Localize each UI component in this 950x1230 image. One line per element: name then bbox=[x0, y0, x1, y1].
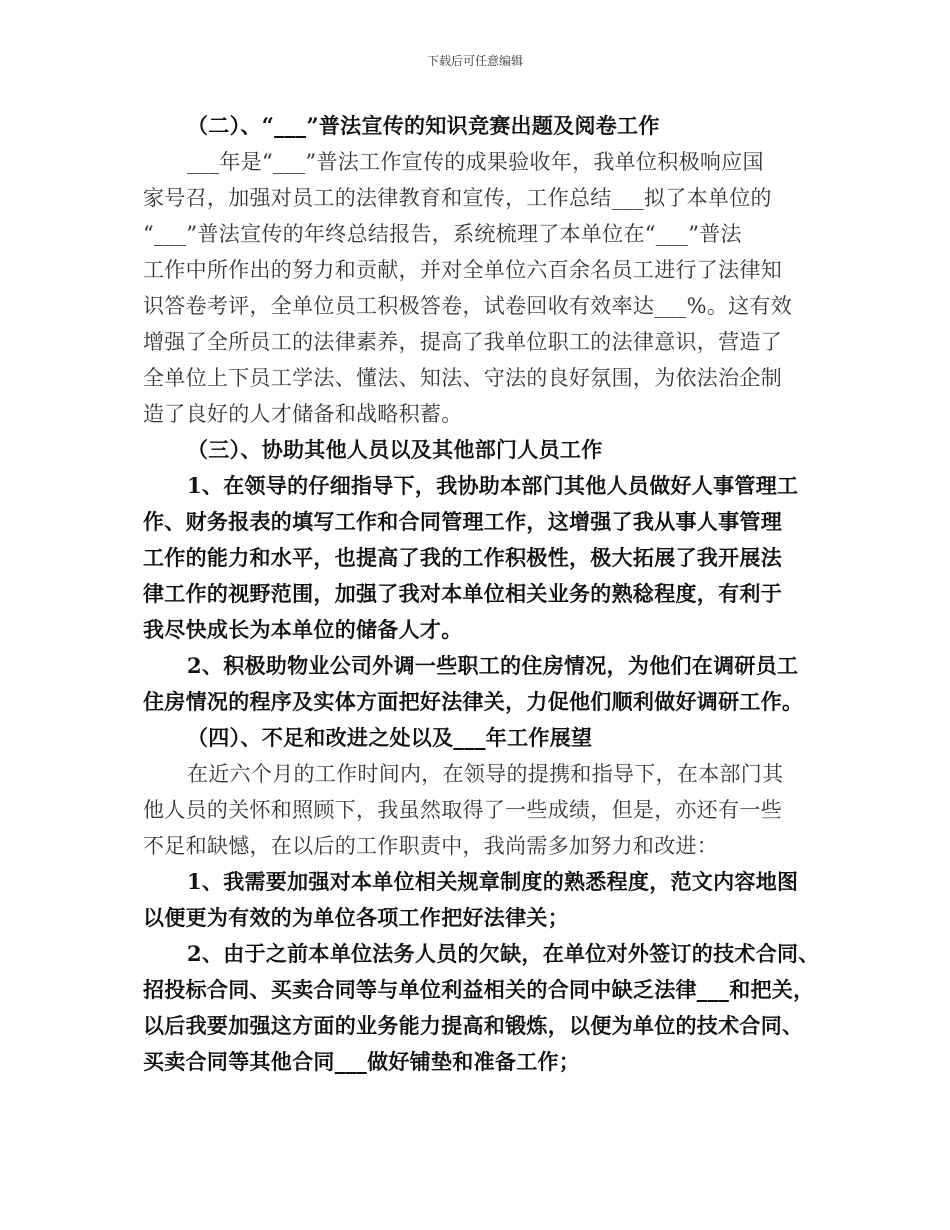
text-line: 1、我需要加强对本单位相关规章制度的熟悉程度，范文内容地图 bbox=[187, 869, 799, 894]
text-line: 工作中所作出的努力和贡献，并对全单位六百余名员工进行了法律知 bbox=[143, 258, 782, 282]
text-line: 以便更为有效的为单位各项工作把好法律关； bbox=[143, 905, 569, 930]
text-line: 不足和缺憾，在以后的工作职责中，我尚需多加努力和改进： bbox=[143, 834, 719, 858]
section-sec4-item1 bbox=[143, 864, 813, 936]
section-sec2-para bbox=[143, 144, 813, 432]
text-line: ___年是“___”普法工作宣传的成果验收年，我单位积极响应国 bbox=[187, 150, 764, 174]
section-sec4-item2 bbox=[143, 936, 820, 1080]
header-note: 下载后可任意编辑 bbox=[426, 54, 523, 68]
section-heading: （二）、“___”普法宣传的知识竞赛出题及阅卷工作 bbox=[187, 113, 660, 138]
text-line: 在近六个月的工作时间内，在领导的提携和指导下，在本部门其 bbox=[187, 762, 784, 786]
text-line: 买卖合同等其他合同___做好铺垫和准备工作； bbox=[143, 1049, 581, 1074]
text-line: 住房情况的程序及实体方面把好法律关，力促他们顺利做好调研工作。 bbox=[143, 689, 804, 714]
text-line: 作、财务报表的填写工作和合同管理工作，这增强了我从事人事管理 bbox=[143, 509, 782, 534]
text-line: 2、由于之前本单位法务人员的欠缺，在单位对外签订的技术合同、 bbox=[187, 941, 820, 966]
text-line: 以后我要加强这方面的业务能力提高和锻炼，以便为单位的技术合同、 bbox=[143, 1013, 804, 1038]
section-sec4 bbox=[143, 720, 813, 756]
section-heading: （四）、不足和改进之处以及___年工作展望 bbox=[187, 725, 593, 750]
text-line: 1、在领导的仔细指导下，我协助本部门其他人员做好人事管理工 bbox=[187, 473, 799, 498]
text-line: 增强了全所员工的法律素养，提高了我单位职工的法律意识，营造了 bbox=[143, 330, 782, 354]
document-body bbox=[143, 108, 820, 1080]
section-sec4-para bbox=[143, 756, 813, 864]
section-sec3-item2 bbox=[143, 648, 813, 720]
section-heading: （三）、协助其他人员以及其他部门人员工作 bbox=[187, 437, 603, 462]
text-line: 我尽快成长为本单位的储备人才。 bbox=[143, 617, 463, 642]
section-sec3-item1 bbox=[143, 468, 813, 648]
text-line: 他人员的关怀和照顾下，我虽然取得了一些成绩，但是，亦还有一些 bbox=[143, 798, 782, 822]
text-line: 律工作的视野范围，加强了我对本单位相关业务的熟稔程度，有利于 bbox=[143, 581, 782, 606]
text-line: “___”普法宣传的年终总结报告，系统梳理了本单位在“___”普法 bbox=[143, 222, 742, 246]
text-line: 2、积极助物业公司外调一些职工的住房情况，为他们在调研员工 bbox=[187, 653, 799, 678]
text-line: 造了良好的人才储备和战略积蓄。 bbox=[143, 402, 463, 426]
section-sec2 bbox=[143, 108, 813, 144]
text-line: 全单位上下员工学法、懂法、知法、守法的良好氛围，为依法治企制 bbox=[143, 366, 782, 390]
text-line: 识答卷考评，全单位员工积极答卷，试卷回收有效率达___%。这有效 bbox=[143, 294, 793, 318]
section-sec3 bbox=[143, 432, 813, 468]
text-line: 工作的能力和水平，也提高了我的工作积极性，极大拓展了我开展法 bbox=[143, 545, 782, 570]
text-line: 招投标合同、买卖合同等与单位利益相关的合同中缺乏法律___和把关， bbox=[143, 977, 815, 1002]
text-line: 家号召，加强对员工的法律教育和宣传，工作总结___拟了本单位的 bbox=[143, 186, 772, 210]
